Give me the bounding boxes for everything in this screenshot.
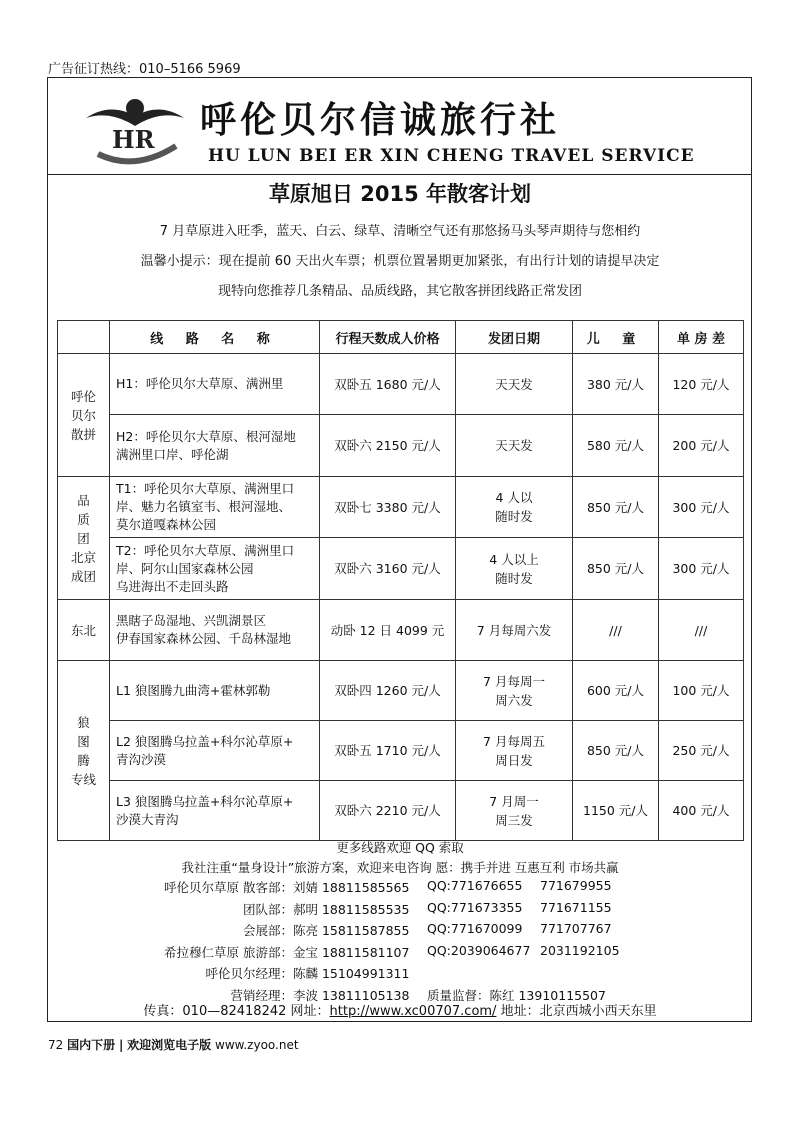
route-line: 莫尔道嘎森林公园 xyxy=(116,517,217,532)
route-name xyxy=(110,781,320,841)
route-line: 岸、魅力名镇室韦、根河湿地、 xyxy=(116,499,292,514)
single-room-supplement: 300 元/人 xyxy=(659,477,744,538)
category-line: 成团 xyxy=(70,568,96,584)
fax-web-address xyxy=(0,1000,800,1019)
route-category xyxy=(58,600,110,661)
routes-table xyxy=(57,320,744,841)
route-departure xyxy=(456,721,573,781)
contact-qq-alt: 771707767 xyxy=(540,921,612,936)
header-route: 线 路 名 称 xyxy=(110,321,320,354)
website-link[interactable]: http://www.xc00707.com/ xyxy=(329,1004,497,1019)
table-row xyxy=(58,661,744,721)
child-price: 850 元/人 xyxy=(573,721,659,781)
route-category xyxy=(58,354,110,477)
route-price: 双卧六 2210 元/人 xyxy=(320,781,456,841)
contact-name-phone: 郝明 18811585535 xyxy=(293,901,410,917)
departure-line: 天天发 xyxy=(495,438,533,453)
table-row xyxy=(58,781,744,841)
intro-recommend: 现特向您推荐几条精品、品质线路，其它散客拼团线路正常发团 xyxy=(217,284,582,299)
promo-text: 欢迎浏览电子版 xyxy=(127,1038,212,1052)
route-line: 岸、阿尔山国家森林公园 xyxy=(116,560,254,576)
route-name xyxy=(110,600,320,661)
route-departure xyxy=(456,781,573,841)
route-name xyxy=(110,661,320,721)
fax-text: 传真：010—82418242 网址： xyxy=(143,1004,330,1019)
category-line: 东北 xyxy=(70,622,96,638)
company-logo xyxy=(80,96,190,166)
child-price: 850 元/人 xyxy=(573,477,659,538)
route-line: T2：呼伦贝尔大草原、满洲里口 xyxy=(116,542,295,558)
header-price: 行程天数成人价格 xyxy=(320,321,456,354)
table-row xyxy=(58,415,744,477)
footer-divider: | xyxy=(118,1038,124,1052)
child-price: 580 元/人 xyxy=(573,415,659,477)
child-price: 380 元/人 xyxy=(573,354,659,415)
single-room-supplement: 120 元/人 xyxy=(659,354,744,415)
category-line: 团 xyxy=(77,530,90,546)
slogan: 我社注重“量身设计”旅游方案，欢迎来电咨询 愿：携手并进 互惠互利 市场共赢 xyxy=(181,860,619,875)
page-footer xyxy=(48,1036,299,1053)
logo-emblem xyxy=(86,99,184,161)
category-line: 图 xyxy=(77,733,90,749)
table-row xyxy=(58,600,744,661)
departure-line: 天天发 xyxy=(495,376,533,392)
contact-qq-alt: 771679955 xyxy=(540,878,612,893)
category-line: 散拼 xyxy=(70,426,96,442)
departure-line: 7 月每周五 xyxy=(483,733,545,749)
route-line: 沙漠大青沟 xyxy=(116,811,179,827)
route-departure xyxy=(456,354,573,415)
page-number: 72 xyxy=(48,1038,64,1052)
contact-label: 团队部： xyxy=(242,901,293,917)
route-departure xyxy=(456,415,573,477)
category-line: 贝尔 xyxy=(70,407,96,423)
contact-name-phone: 李波 13811105138 xyxy=(293,987,410,1003)
route-price: 双卧四 1260 元/人 xyxy=(320,661,456,721)
child-price: 600 元/人 xyxy=(573,661,659,721)
routes-body xyxy=(58,354,744,841)
route-line: 乌进海出不走回头路 xyxy=(116,578,229,594)
contact-qq: QQ:2039064677 xyxy=(427,942,531,958)
contact-qq: QQ:771673355 xyxy=(427,899,523,915)
category-line: 质 xyxy=(77,511,90,527)
contact-qq: 质量监督：陈红 13910115507 xyxy=(427,987,606,1003)
address-text: 地址：北京西城小西天东里 xyxy=(496,1004,657,1019)
route-departure xyxy=(456,661,573,721)
single-room-supplement: 400 元/人 xyxy=(659,781,744,841)
route-line: 黑瞎子岛湿地、兴凯湖景区 xyxy=(116,613,267,628)
route-departure xyxy=(456,600,573,661)
category-line: 专线 xyxy=(70,771,96,787)
contact-label: 会展部： xyxy=(242,923,293,938)
contact-label: 希拉穆仁草原 旅游部： xyxy=(164,944,293,960)
departure-line: 4 人以上 xyxy=(489,551,539,567)
table-row xyxy=(58,354,744,415)
contact-qq-alt: 771671155 xyxy=(540,899,612,915)
category-line: 腾 xyxy=(77,752,90,768)
route-line: 满洲里口岸、呼伦湖 xyxy=(116,446,229,462)
header-single: 单 房 差 xyxy=(659,321,744,354)
category-line: 呼伦 xyxy=(70,388,96,404)
contact-label: 营销经理： xyxy=(230,987,293,1003)
contact-label: 呼伦贝尔经理： xyxy=(205,966,293,981)
single-room-supplement: 300 元/人 xyxy=(659,538,744,600)
route-price: 双卧六 3160 元/人 xyxy=(320,538,456,600)
site-link[interactable]: www.zyoo.net xyxy=(215,1038,299,1052)
route-price: 双卧六 2150 元/人 xyxy=(320,415,456,477)
header-category xyxy=(58,321,110,354)
table-row xyxy=(58,538,744,600)
route-line: H2：呼伦贝尔大草原、根河湿地 xyxy=(116,428,296,444)
category-line: 北京 xyxy=(70,549,96,565)
route-category xyxy=(58,477,110,600)
route-line: L3 狼图腾乌拉盖+科尔沁草原+ xyxy=(116,793,294,809)
route-name xyxy=(110,538,320,600)
departure-line: 周六发 xyxy=(495,692,533,708)
category-line: 品 xyxy=(77,492,90,508)
route-name xyxy=(110,477,320,538)
contact-name-phone: 陈亮 15811587855 xyxy=(293,923,410,938)
departure-line: 7 月每周六发 xyxy=(476,622,552,638)
departure-line: 周三发 xyxy=(495,812,533,828)
header-child: 儿 童 xyxy=(573,321,659,354)
child-price: 850 元/人 xyxy=(573,538,659,600)
child-price: /// xyxy=(573,600,659,661)
route-name xyxy=(110,354,320,415)
ad-hotline: 广告征订热线：010–5166 5969 xyxy=(48,62,241,77)
departure-line: 4 人以 xyxy=(495,490,533,505)
route-line: L1 狼图腾九曲湾+霍林郭勒 xyxy=(116,682,271,698)
contact-name-phone: 金宝 18811581107 xyxy=(293,944,410,960)
intro-line: 7 月草原进入旺季，蓝天、白云、绿草、清晰空气还有那悠扬马头琴声期待与您相约 xyxy=(159,224,641,239)
table-row xyxy=(58,721,744,781)
category-line: 狼 xyxy=(77,714,90,730)
departure-line: 周日发 xyxy=(495,752,533,768)
contact-qq: QQ:771676655 xyxy=(427,878,523,893)
route-price: 双卧五 1710 元/人 xyxy=(320,721,456,781)
route-departure xyxy=(456,477,573,538)
header-divider xyxy=(47,174,752,175)
contact-name-phone: 刘婧 18811585565 xyxy=(293,880,410,895)
contact-qq-alt: 2031192105 xyxy=(540,942,620,958)
single-room-supplement: 200 元/人 xyxy=(659,415,744,477)
route-name xyxy=(110,415,320,477)
contact-qq: QQ:771670099 xyxy=(427,921,523,936)
route-line: H1：呼伦贝尔大草原、满洲里 xyxy=(116,376,284,391)
route-name xyxy=(110,721,320,781)
company-name-cn: 呼伦贝尔信诚旅行社 xyxy=(200,99,561,141)
route-price: 动卧 12 日 4099 元 xyxy=(320,600,456,661)
plan-title: 草原旭日 2015 年散客计划 xyxy=(268,182,532,206)
route-price: 双卧七 3380 元/人 xyxy=(320,477,456,538)
route-category xyxy=(58,661,110,841)
route-price: 双卧五 1680 元/人 xyxy=(320,354,456,415)
route-departure xyxy=(456,538,573,600)
child-price: 1150 元/人 xyxy=(573,781,659,841)
departure-line: 随时发 xyxy=(495,570,533,586)
section-name: 国内下册 xyxy=(67,1038,116,1052)
route-line: T1：呼伦贝尔大草原、满洲里口 xyxy=(116,481,295,496)
route-line: L2 狼图腾乌拉盖+科尔沁草原+ xyxy=(116,733,294,749)
svg-text:HR: HR xyxy=(112,125,155,154)
departure-line: 随时发 xyxy=(495,509,533,524)
single-room-supplement: 250 元/人 xyxy=(659,721,744,781)
departure-line: 7 月周一 xyxy=(489,793,539,809)
company-name-en: HU LUN BEI ER XIN CHENG TRAVEL SERVICE xyxy=(208,146,695,166)
single-room-supplement: 100 元/人 xyxy=(659,661,744,721)
departure-line: 7 月每周一 xyxy=(483,673,545,689)
more-routes: 更多线路欢迎 QQ 索取 xyxy=(336,840,464,855)
route-line: 青沟沙漠 xyxy=(116,751,167,767)
route-line: 伊春国家森林公园、千岛林湿地 xyxy=(116,631,292,646)
contact-label: 呼伦贝尔草原 散客部： xyxy=(164,880,293,895)
contact-name-phone: 陈麟 15104991311 xyxy=(293,966,410,981)
header-date: 发团日期 xyxy=(456,321,573,354)
table-header-row xyxy=(58,321,744,354)
single-room-supplement: /// xyxy=(659,600,744,661)
table-row xyxy=(58,477,744,538)
intro-tip: 温馨小提示：现在提前 60 天出火车票；机票位置暑期更加紧张，有出行计划的请提早决定 xyxy=(140,254,660,269)
